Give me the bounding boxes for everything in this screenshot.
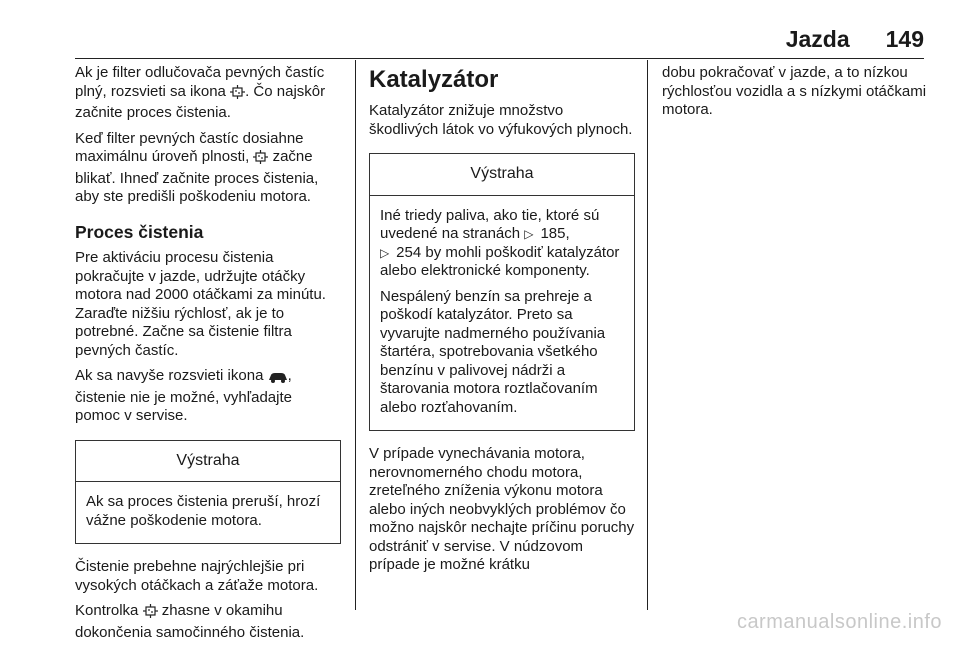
watermark: carmanualsonline.info — [736, 611, 942, 633]
paragraph: Čistenie prebehne najrýchlejšie pri vysokých otáčkach a záťaže motora. — [75, 558, 319, 594]
page-header — [786, 26, 924, 53]
warning-text: Ak sa proces čistenia preruší, hrozí vážne poškodenie motora. — [86, 493, 321, 529]
particle-filter-icon — [253, 150, 268, 170]
warning-box — [75, 440, 341, 545]
warning-title: Výstraha — [76, 441, 340, 483]
subheading: Proces čistenia — [75, 221, 204, 242]
paragraph: Keď filter pevných častíc dosiahne maximálnu úroveň plnosti, začne blikať. Ihneď začnite proces čistenia, aby ste predišli poškodeniu motora. — [75, 129, 319, 205]
triangle-reference-icon: ▷ — [380, 245, 390, 260]
page-reference-link[interactable]: 254 — [396, 243, 422, 261]
warning-title: Výstraha — [370, 154, 634, 196]
warning-box — [369, 153, 635, 431]
car-service-icon — [268, 370, 288, 389]
paragraph: dobu pokračovať v jazde, a to nízkou rýchlosťou vozidla a s nízkymi otáčkami motora. — [662, 64, 927, 118]
paragraph: Katalyzátor znižuje množstvo škodlivých látok vo výfukových plynoch. — [369, 102, 633, 138]
particle-filter-icon — [143, 604, 158, 624]
paragraph: V prípade vynechávania motora, nerovnomerného chodu motora, zreteľného zníženia výkonu motora alebo iných neobvyklých problémov čo možno najskôr nechajte príčinu poruchy odstrániť v servise. V núdzovom prípade je možné krátku — [369, 445, 635, 573]
column-divider-2 — [647, 60, 648, 610]
header-rule — [75, 58, 924, 59]
column-2 — [369, 66, 635, 582]
page-reference-link[interactable]: 185, — [540, 225, 570, 242]
warning-text: Iné triedy paliva, ako tie, ktoré sú uvedené na stranách ▷ 185, ▷ 254 by mohli poškodiť katalyzátor alebo elektronické komponenty. — [380, 206, 620, 279]
column-divider-1 — [355, 60, 356, 610]
particle-filter-icon — [230, 85, 245, 105]
paragraph: Pre aktiváciu procesu čistenia pokračujte v jazde, udržujte otáčky motora nad 2000 otáčkami za minútu. Zaraďte nižšiu rýchlosť, ak je to potrebné. Začne sa čistenie filtra pevných častíc. — [75, 249, 326, 359]
triangle-reference-icon: ▷ — [524, 227, 534, 241]
paragraph: Kontrolka zhasne v okamihu dokončenia samočinného čistenia. — [75, 602, 305, 641]
column-1 — [75, 64, 341, 649]
page-number: 149 — [885, 26, 924, 52]
column-3 — [662, 64, 928, 127]
paragraph: Ak sa navyše rozsvieti ikona , čistenie nie je možné, vyhľadajte pomoc v servise. — [75, 367, 292, 424]
warning-text: Nespálený benzín sa prehreje a poškodí katalyzátor. Preto sa vyvarujte nadmerného používania štartéra, spotrebovania všetkého benzínu v palivovej nádrži a štarovania motora roztlačovaním alebo rozťahovaním. — [380, 287, 606, 416]
paragraph: Ak je filter odlučovača pevných častíc plný, rozsvieti sa ikona . Čo najskôr začnite proces čistenia. — [75, 64, 326, 121]
section-heading: Katalyzátor — [369, 66, 499, 93]
section-title: Jazda — [785, 26, 850, 52]
